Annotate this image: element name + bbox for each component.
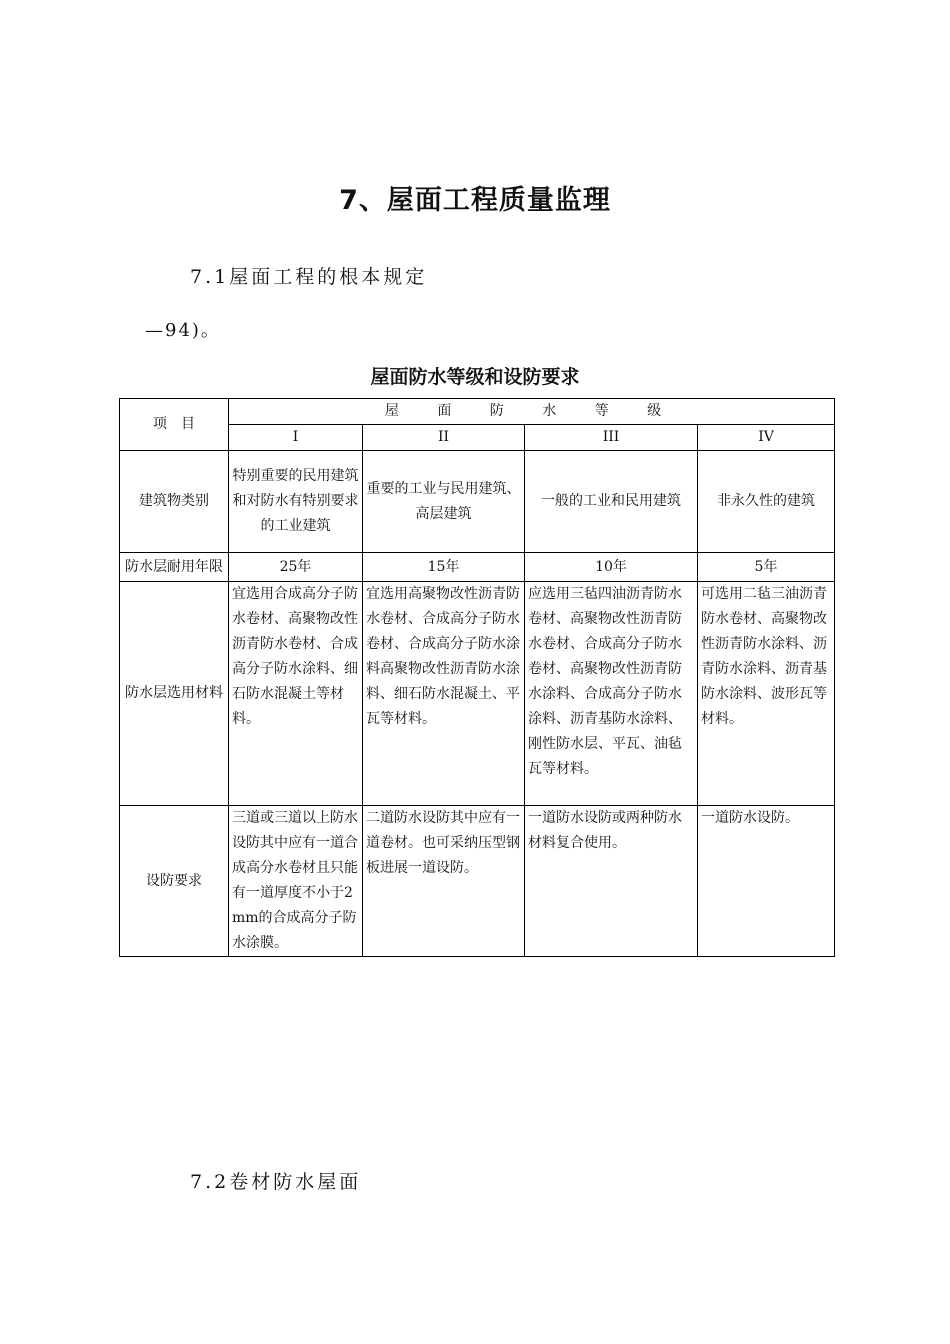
text-fragment: —94)。 <box>145 320 221 341</box>
section-heading-7-1: 7.1屋面工程的根本规定 <box>190 266 428 288</box>
grade-3: III <box>525 425 698 451</box>
table-cell: 非永久性的建筑 <box>698 451 835 553</box>
table-row-fortification <box>120 806 835 957</box>
table-cell: 一般的工业和民用建筑 <box>525 451 698 553</box>
grade-2: II <box>363 425 525 451</box>
table-cell: 一道防水设防。 <box>698 806 835 957</box>
table-row-materials <box>120 582 835 806</box>
table-cell: 宜选用合成高分子防水卷材、高聚物改性沥青防水卷材、合成高分子防水涂料、细石防水混凝土等材料。 <box>229 582 363 806</box>
section-heading-7-2: 7.2卷材防水屋面 <box>190 1171 362 1193</box>
table-cell: 一道防水设防或两种防水材料复合使用。 <box>525 806 698 957</box>
chapter-title: 7、屋面工程质量监理 <box>339 185 611 216</box>
grade-4: IV <box>698 425 835 451</box>
waterproof-grade-table <box>119 398 835 957</box>
table-cell: 二道防水设防其中应有一道卷材。也可采纳压型钢板进展一道设防。 <box>363 806 525 957</box>
table-cell: 宜选用高聚物改性沥青防水卷材、合成高分子防水卷材、合成高分子防水涂料高聚物改性沥青防水涂料、细石防水混凝土、平瓦等材料。 <box>363 582 525 806</box>
table-cell: 特别重要的民用建筑和对防水有特别要求的工业建筑 <box>229 451 363 553</box>
table-cell: 10年 <box>525 553 698 582</box>
table-cell: 应选用三毡四油沥青防水卷材、高聚物改性沥青防水卷材、合成高分子防水卷材、高聚物改性沥青防水涂料、合成高分子防水涂料、沥青基防水涂料、刚性防水层、平瓦、油毡瓦等材料。 <box>525 582 698 806</box>
header-grade-group: 屋 面 防 水 等 级 <box>229 399 835 425</box>
table-cell: 5年 <box>698 553 835 582</box>
table-header-row <box>120 399 835 425</box>
grade-1: I <box>229 425 363 451</box>
table-cell: 25年 <box>229 553 363 582</box>
table-cell: 15年 <box>363 553 525 582</box>
row-label: 建筑物类别 <box>120 451 229 553</box>
row-label: 防水层选用材料 <box>120 582 229 806</box>
header-item: 项 目 <box>120 399 229 451</box>
table-title: 屋面防水等级和设防要求 <box>370 366 580 388</box>
table-cell: 三道或三道以上防水设防其中应有一道合成高分水卷材且只能有一道厚度不小于2mm的合成高分子防水涂膜。 <box>229 806 363 957</box>
table-cell: 重要的工业与民用建筑、高层建筑 <box>363 451 525 553</box>
row-label: 设防要求 <box>120 806 229 957</box>
table-row-building-category <box>120 451 835 553</box>
table-cell: 可选用二毡三油沥青防水卷材、高聚物改性沥青防水涂料、沥青防水涂料、沥青基防水涂料、波形瓦等材料。 <box>698 582 835 806</box>
row-label: 防水层耐用年限 <box>120 553 229 582</box>
table-row-service-life <box>120 553 835 582</box>
